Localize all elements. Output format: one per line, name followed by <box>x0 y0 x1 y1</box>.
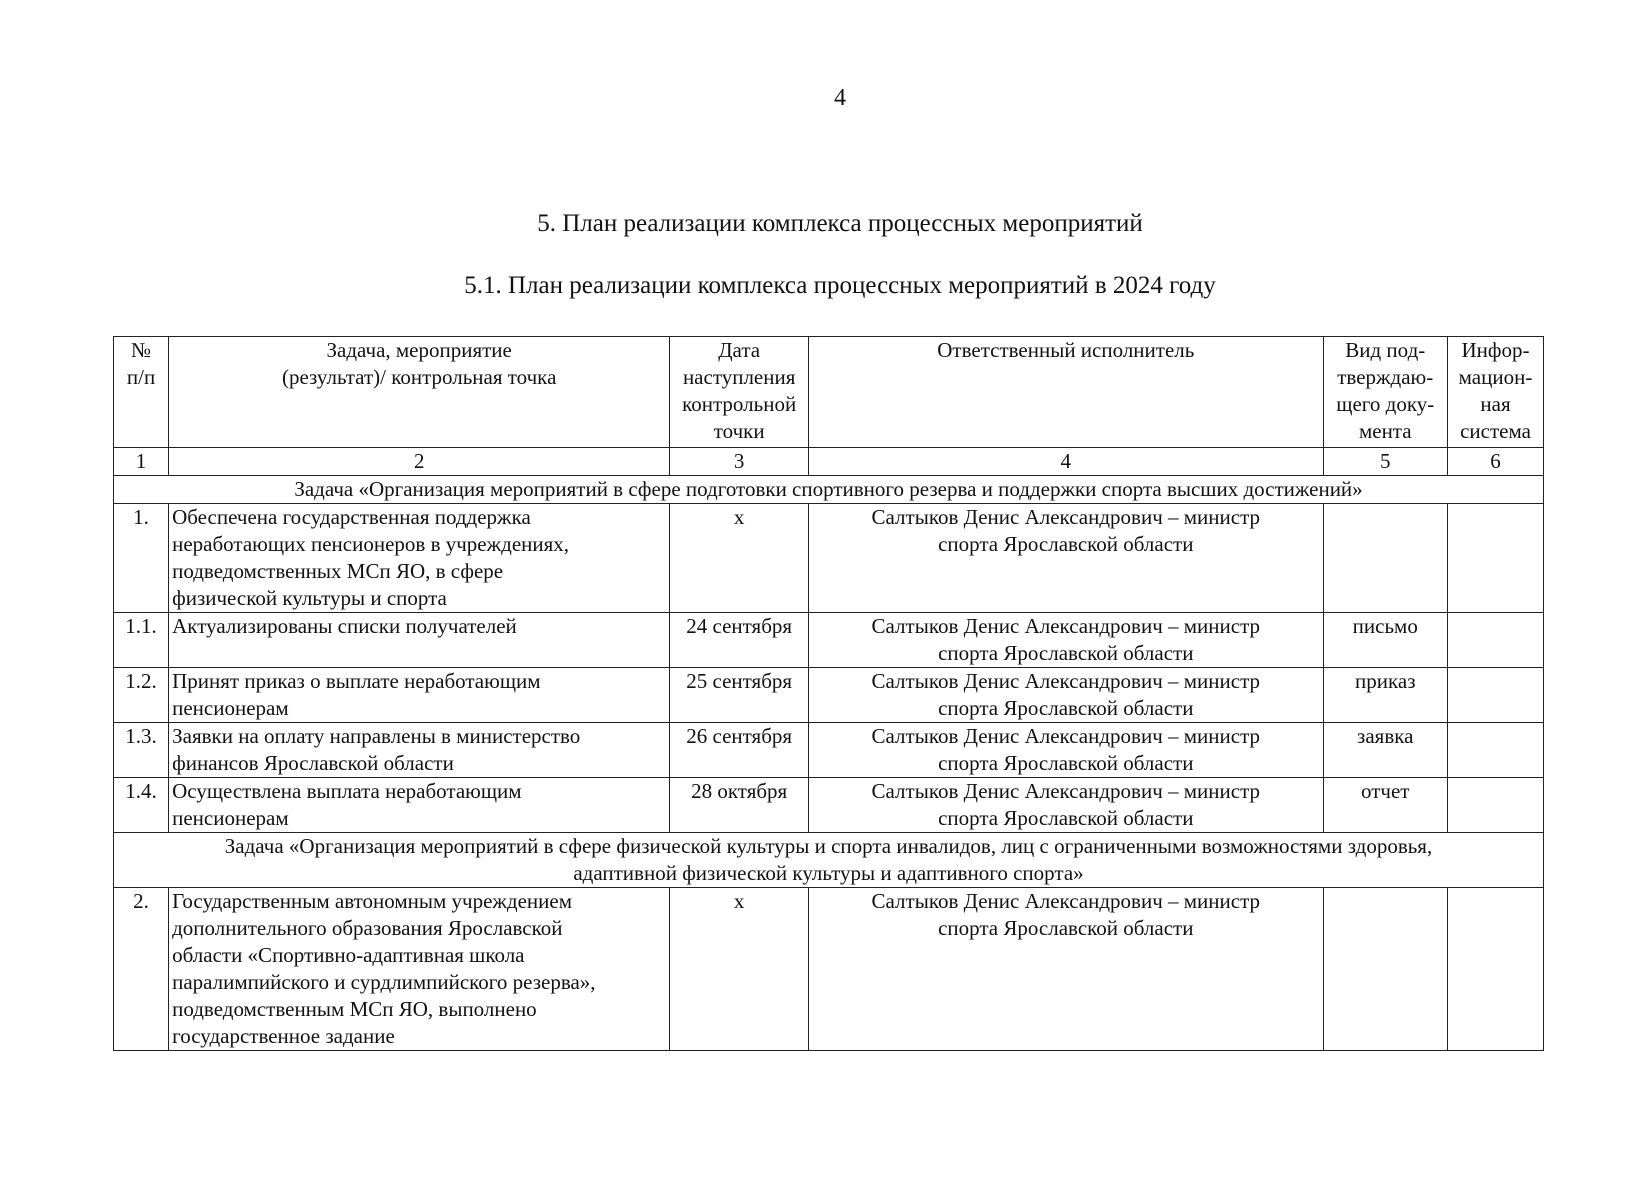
row-system <box>1448 888 1544 1051</box>
column-number: 6 <box>1448 448 1544 476</box>
row-responsible: Салтыков Денис Александрович – министр спорта Ярославской области <box>809 723 1323 778</box>
plan-table <box>113 336 1544 1051</box>
task-heading-row <box>114 833 1544 888</box>
row-system <box>1448 723 1544 778</box>
row-number: 2. <box>114 888 169 1051</box>
row-document: отчет <box>1323 778 1448 833</box>
table-row <box>114 778 1544 833</box>
row-document <box>1323 888 1448 1051</box>
row-system <box>1448 778 1544 833</box>
row-number: 1.1. <box>114 613 169 668</box>
table-row <box>114 504 1544 613</box>
table-body <box>114 337 1544 1051</box>
row-number: 1.3. <box>114 723 169 778</box>
subsection-title: 5.1. План реализации комплекса процессных мероприятий в 2024 году <box>464 272 1216 299</box>
column-number: 5 <box>1323 448 1448 476</box>
table-row <box>114 668 1544 723</box>
row-responsible: Салтыков Денис Александрович – министр спорта Ярославской области <box>809 613 1323 668</box>
row-document: письмо <box>1323 613 1448 668</box>
row-date: 24 сентября <box>670 613 809 668</box>
row-responsible: Салтыков Денис Александрович – министр спорта Ярославской области <box>809 668 1323 723</box>
row-number: 1.4. <box>114 778 169 833</box>
column-number: 4 <box>809 448 1323 476</box>
table-row <box>114 723 1544 778</box>
row-system <box>1448 504 1544 613</box>
row-system <box>1448 668 1544 723</box>
row-date: х <box>670 504 809 613</box>
row-date: 26 сентября <box>670 723 809 778</box>
row-responsible: Салтыков Денис Александрович – министр спорта Ярославской области <box>809 504 1323 613</box>
header-responsible: Ответственный исполнитель <box>809 337 1323 448</box>
row-event: Заявки на оплату направлены в министерство финансов Ярославской области <box>169 723 670 778</box>
header-number: № п/п <box>114 337 169 448</box>
row-event: Актуализированы списки получателей <box>169 613 670 668</box>
column-number: 3 <box>670 448 809 476</box>
row-document: заявка <box>1323 723 1448 778</box>
header-event: Задача, мероприятие (результат)/ контрольная точка <box>169 337 670 448</box>
row-date: 25 сентября <box>670 668 809 723</box>
row-event: Обеспечена государственная поддержка неработающих пенсионеров в учреждениях, подведомственных МСп ЯО, в сфере физической культуры и спорта <box>169 504 670 613</box>
table-row <box>114 888 1544 1051</box>
table-header-row <box>114 337 1544 448</box>
task-heading: Задача «Организация мероприятий в сфере физической культуры и спорта инвалидов, лиц с ограниченными возможностями здоровья, адаптивной физической культуры и адаптивного спорта» <box>114 833 1544 888</box>
column-number: 2 <box>169 448 670 476</box>
row-event: Осуществлена выплата неработающим пенсионерам <box>169 778 670 833</box>
task-heading-row <box>114 476 1544 504</box>
header-system: Инфор- мацион- ная система <box>1448 337 1544 448</box>
row-date: 28 октября <box>670 778 809 833</box>
page-number: 4 <box>834 85 846 111</box>
row-number: 1.2. <box>114 668 169 723</box>
row-system <box>1448 613 1544 668</box>
row-event: Государственным автономным учреждением дополнительного образования Ярославской области «Спортивно-адаптивная школа паралимпийского и сурдлимпийского резерва», подведомственным МСп ЯО, выполнено государственное задание <box>169 888 670 1051</box>
task-heading: Задача «Организация мероприятий в сфере подготовки спортивного резерва и поддержки спорта высших достижений» <box>114 476 1544 504</box>
row-document <box>1323 504 1448 613</box>
row-document: приказ <box>1323 668 1448 723</box>
row-event: Принят приказ о выплате неработающим пенсионерам <box>169 668 670 723</box>
row-number: 1. <box>114 504 169 613</box>
column-number: 1 <box>114 448 169 476</box>
row-responsible: Салтыков Денис Александрович – министр спорта Ярославской области <box>809 888 1323 1051</box>
row-date: х <box>670 888 809 1051</box>
header-document: Вид под- тверждаю- щего доку- мента <box>1323 337 1448 448</box>
row-responsible: Салтыков Денис Александрович – министр спорта Ярославской области <box>809 778 1323 833</box>
section-title: 5. План реализации комплекса процессных мероприятий <box>537 210 1143 237</box>
header-date: Дата наступления контрольной точки <box>670 337 809 448</box>
column-number-row <box>114 448 1544 476</box>
table-row <box>114 613 1544 668</box>
